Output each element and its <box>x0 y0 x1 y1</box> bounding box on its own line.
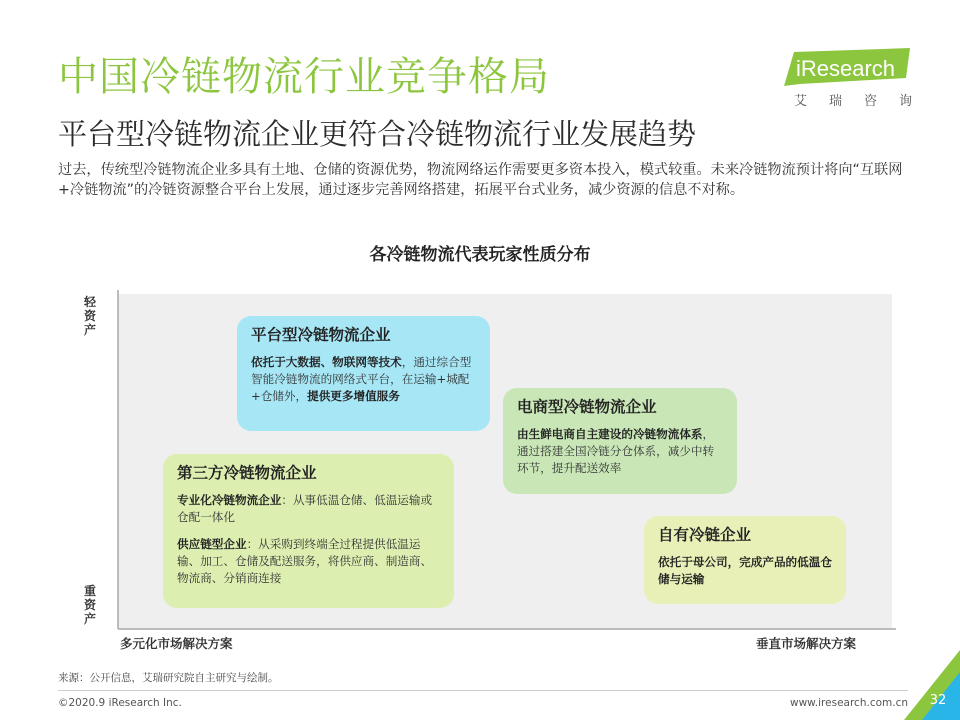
logo-char: 询 <box>898 94 912 109</box>
diagram-title: 各冷链物流代表玩家性质分布 <box>369 245 591 265</box>
third-party-enterprise-box <box>163 454 454 608</box>
platform-enterprise-box <box>237 316 490 431</box>
website-link[interactable]: www.iresearch.com.cn <box>790 697 909 709</box>
intro-paragraph: 过去，传统型冷链物流企业多具有土地、仓储的资源优势，物流网络运作需要更多资本投入，模式较重。未来冷链物流预计将向“互联网+冷链物流”的冷链资源整合平台上发展，通过逐步完善网络搭建，拓展平台式业务，减少资源的信息不对称。 <box>58 162 903 198</box>
page-number: 32 <box>929 693 947 708</box>
x-axis-left-label: 多元化市场解决方案 <box>120 636 233 651</box>
box-title: 第三方冷链物流企业 <box>177 464 317 482</box>
copyright-text: ©2020.9 iResearch Inc. <box>58 697 182 709</box>
corner-decoration-icon <box>890 640 960 720</box>
box-description: 由生鲜电商自主建设的冷链物流体系，通过搭建全国冷链分仓体系，减少中转环节，提升配送效率 <box>517 427 715 475</box>
logo-char: 咨 <box>863 94 877 109</box>
footer-divider <box>58 690 908 691</box>
y-axis-bottom-label: 重资产 <box>83 584 96 626</box>
logo-char: 瑞 <box>828 94 842 109</box>
box-description: 依托于大数据、物联网等技术，通过综合型智能冷链物流的网络式平台，在运输+城配+仓储外，提供更多增值服务 <box>251 355 472 403</box>
box-description: 专业化冷链物流企业：从事低温仓储、低温运输或仓配一体化 供应链型企业：从采购到终端全过程提供低温运输、加工、仓储及配送服务，将供应商、制造商、物流商、分销商连接 <box>177 493 433 585</box>
box-title: 电商型冷链物流企业 <box>517 398 657 416</box>
box-title: 平台型冷链物流企业 <box>251 326 391 344</box>
box-title: 自有冷链企业 <box>658 526 752 544</box>
iresearch-logo <box>780 48 916 110</box>
page-title: 中国冷链物流行业竞争格局 <box>58 54 550 100</box>
self-owned-enterprise-box <box>644 516 846 604</box>
x-axis-right-label: 垂直市场解决方案 <box>756 636 857 651</box>
logo-chinese-name <box>794 90 912 109</box>
page-subtitle: 平台型冷链物流企业更符合冷链物流行业发展趋势 <box>58 117 697 151</box>
source-note: 来源：公开信息，艾瑞研究院自主研究与绘制。 <box>58 672 279 684</box>
ecommerce-enterprise-box <box>503 388 737 494</box>
logo-badge-icon <box>780 48 912 88</box>
box-description: 依托于母公司，完成产品的低温仓储与运输 <box>658 555 832 586</box>
logo-brand-text: iResearch <box>796 56 896 81</box>
logo-char: 艾 <box>794 94 808 109</box>
y-axis-top-label: 轻资产 <box>83 295 96 337</box>
